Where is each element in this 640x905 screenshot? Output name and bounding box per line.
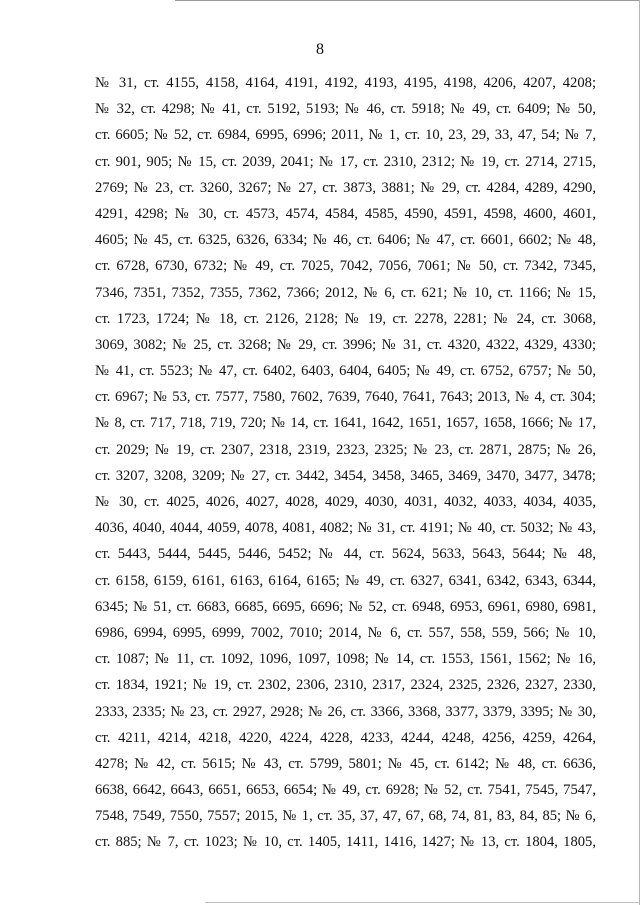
text-line: № 41, ст. 5523; № 47, ст. 6402, 6403, 6404, 6405; № 49, ст. 6752, 6757; № 50,: [95, 363, 596, 380]
text-line: 6345; № 51, ст. 6683, 6685, 6695, 6696; № 52, ст. 6948, 6953, 6961, 6980, 6981,: [95, 598, 596, 615]
text-line: ст. 4211, 4214, 4218, 4220, 4224, 4228, 4233, 4244, 4248, 4256, 4259, 4264,: [95, 729, 596, 746]
text-line: ст. 6158, 6159, 6161, 6163, 6164, 6165; № 49, ст. 6327, 6341, 6342, 6343, 6344,: [95, 572, 596, 589]
document-body: [95, 70, 596, 856]
text-line: № 32, ст. 4298; № 41, ст. 5192, 5193; № 46, ст. 5918; № 49, ст. 6409; № 50,: [95, 101, 596, 118]
text-line: 4278; № 42, ст. 5615; № 43, ст. 5799, 5801; № 45, ст. 6142; № 48, ст. 6636,: [95, 755, 596, 772]
text-line: ст. 1834, 1921; № 19, ст. 2302, 2306, 2310, 2317, 2324, 2325, 2326, 2327, 2330,: [95, 677, 596, 694]
text-line: 3069, 3082; № 25, ст. 3268; № 29, ст. 3996; № 31, ст. 4320, 4322, 4329, 4330;: [95, 336, 596, 353]
scan-top-edge: [175, 0, 640, 1]
text-line: № 30, ст. 4025, 4026, 4027, 4028, 4029, 4030, 4031, 4032, 4033, 4034, 4035,: [95, 494, 596, 510]
text-line: 6638, 6642, 6643, 6651, 6653, 6654; № 49, ст. 6928; № 52, ст. 7541, 7545, 7547,: [95, 782, 596, 799]
text-line: ст. 901, 905; № 15, ст. 2039, 2041; № 17, ст. 2310, 2312; № 19, ст. 2714, 2715,: [95, 153, 596, 170]
text-line: ст. 5443, 5444, 5445, 5446, 5452; № 44, ст. 5624, 5633, 5643, 5644; № 48,: [95, 546, 596, 563]
text-line: ст. 3207, 3208, 3209; № 27, ст. 3442, 3454, 3458, 3465, 3469, 3470, 3477, 3478;: [95, 467, 596, 484]
text-line: ст. 6728, 6730, 6732; № 49, ст. 7025, 7042, 7056, 7061; № 50, ст. 7342, 7345,: [95, 258, 596, 275]
scan-bottom-edge: [205, 902, 640, 903]
text-line: 6986, 6994, 6995, 6999, 7002, 7010; 2014, № 6, ст. 557, 558, 559, 566; № 10,: [95, 624, 596, 641]
text-line: 7346, 7351, 7352, 7355, 7362, 7366; 2012, № 6, ст. 621; № 10, ст. 1166; № 15,: [95, 284, 596, 301]
text-line: ст. 6605; № 52, ст. 6984, 6995, 6996; 2011, № 1, ст. 10, 23, 29, 33, 47, 54; № 7,: [95, 127, 596, 144]
text-line: 2333, 2335; № 23, ст. 2927, 2928; № 26, ст. 3366, 3368, 3377, 3379, 3395; № 30,: [95, 703, 596, 720]
text-line: 4605; № 45, ст. 6325, 6326, 6334; № 46, ст. 6406; № 47, ст. 6601, 6602; № 48,: [95, 232, 596, 249]
text-line: ст. 2029; № 19, ст. 2307, 2318, 2319, 2323, 2325; № 23, ст. 2871, 2875; № 26,: [95, 441, 596, 458]
text-line: 7548, 7549, 7550, 7557; 2015, № 1, ст. 35, 37, 47, 67, 68, 74, 81, 83, 84, 85; № 6,: [95, 808, 596, 825]
text-line: ст. 885; № 7, ст. 1023; № 10, ст. 1405, 1411, 1416, 1427; № 13, ст. 1804, 1805,: [95, 834, 596, 851]
text-line: 4291, 4298; № 30, ст. 4573, 4574, 4584, 4585, 4590, 4591, 4598, 4600, 4601,: [95, 205, 596, 222]
page-number: 8: [316, 41, 324, 58]
text-line: ст. 1087; № 11, ст. 1092, 1096, 1097, 1098; № 14, ст. 1553, 1561, 1562; № 16,: [95, 651, 596, 668]
text-line: № 8, ст. 717, 718, 719, 720; № 14, ст. 1641, 1642, 1651, 1657, 1658, 1666; № 17,: [95, 415, 596, 432]
text-line: ст. 1723, 1724; № 18, ст. 2126, 2128; № 19, ст. 2278, 2281; № 24, ст. 3068,: [95, 310, 596, 327]
text-line: 2769; № 23, ст. 3260, 3267; № 27, ст. 3873, 3881; № 29, ст. 4284, 4289, 4290,: [95, 179, 596, 196]
text-line: № 31, ст. 4155, 4158, 4164, 4191, 4192, 4193, 4195, 4198, 4206, 4207, 4208;: [95, 75, 596, 91]
text-line: ст. 6967; № 53, ст. 7577, 7580, 7602, 7639, 7640, 7641, 7643; 2013, № 4, ст. 304;: [95, 389, 596, 406]
text-line: 4036, 4040, 4044, 4059, 4078, 4081, 4082; № 31, ст. 4191; № 40, ст. 5032; № 43,: [95, 520, 596, 537]
